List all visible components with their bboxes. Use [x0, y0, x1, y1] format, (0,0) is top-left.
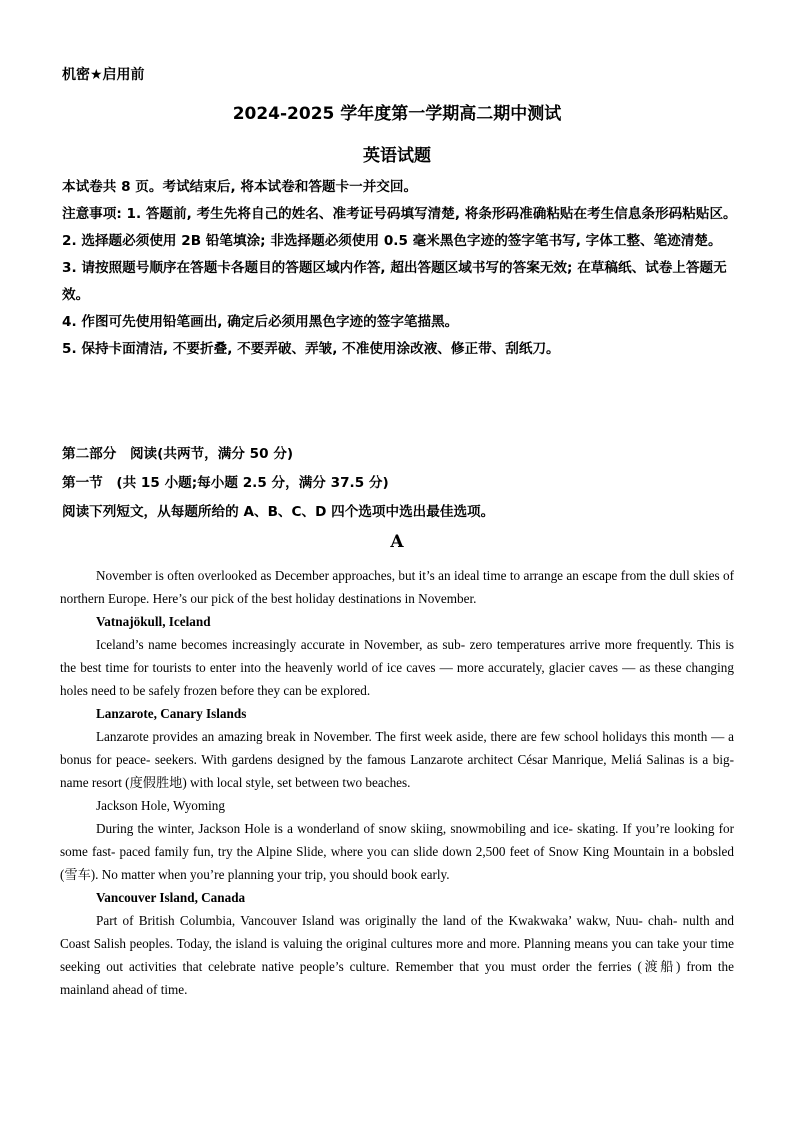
note-4: 4. 作图可先使用铅笔画出, 确定后必须用黑色字迹的签字笔描黑。 [62, 314, 459, 330]
exam-notes [62, 174, 742, 363]
place-text: During the winter, Jackson Hole is a wonderland of snow skiing, snowmobiling and ice- skating. If you’re looking for some fast- paced family fun, try the Alpine Slide, where you can slide down 2,500 feet of Snow King Mountain in a bobsled (雪车). No matter when you’re planning your trip, you should book early. [60, 821, 734, 882]
note-2: 2. 选择题必须使用 2B 铅笔填涂; 非选择题必须使用 0.5 毫米黑色字迹的签字笔书写, 字体工整、笔迹清楚。 [62, 233, 722, 249]
place-heading: Lanzarote, Canary Islands [96, 706, 247, 721]
place-text: Lanzarote provides an amazing break in November. The first week aside, there are few school holidays this month — a bonus for peace- seekers. With gardens designed by the famous Lanzarote architect César Manrique, Meliá Salinas is a big- name resort (度假胜地) with local style, set between two beaches. [60, 729, 734, 790]
note-5: 5. 保持卡面清洁, 不要折叠, 不要弄破、弄皱, 不准使用涂改液、修正带、刮纸刀。 [62, 341, 560, 357]
exam-title: 2024-2025 学年度第一学期高二期中测试 [232, 104, 562, 124]
confidential-mark: 机密★启用前 [62, 67, 145, 83]
passage-letter: A [390, 532, 404, 552]
place-text: Part of British Columbia, Vancouver Island was originally the land of the Kwakwaka’ wakw, Nuu- chah- nulth and Coast Salish peoples. Today, the island is valuing the original cultures more and more. Planning means you can take your time seeking out activities that celebrate native people’s culture. Remember that you must order the ferries (渡船) from the mainland ahead of time. [60, 913, 734, 997]
place-heading: Vatnajökull, Iceland [96, 614, 211, 629]
part-title: 第二部分 阅读(共两节，满分 50 分) [62, 446, 294, 462]
place-heading: Jackson Hole, Wyoming [96, 798, 225, 813]
passage-a [60, 564, 734, 1001]
note-1: 注意事项: 1. 答题前, 考生先将自己的姓名、准考证号码填写清楚, 将条形码准确粘贴在考生信息条形码粘贴区。 [62, 206, 737, 222]
subpart-title: 第一节 (共 15 小题;每小题 2.5 分，满分 37.5 分) [62, 475, 389, 491]
reading-instruction: 阅读下列短文，从每题所给的 A、B、C、D 四个选项中选出最佳选项。 [62, 504, 495, 520]
exam-subject: 英语试题 [363, 146, 431, 166]
place-heading: Vancouver Island, Canada [96, 890, 246, 905]
passage-intro: November is often overlooked as December approaches, but it’s an ideal time to arrange an escape from the dull skies of northern Europe. Here’s our pick of the best holiday destinations in November. [60, 568, 734, 606]
place-text: Iceland’s name becomes increasingly accurate in November, as sub- zero temperatures arrive more frequently. This is the best time for tourists to enter into the heavenly world of ice caves — more accurately, glacier caves — as these changing holes need to be safely frozen before they can be explored. [60, 637, 734, 698]
reading-section-header [62, 440, 742, 527]
note-3: 3. 请按照题号顺序在答题卡各题目的答题区域内作答, 超出答题区域书写的答案无效; 在草稿纸、试卷上答题无效。 [62, 260, 727, 303]
note-pages: 本试卷共 8 页。考试结束后, 将本试卷和答题卡一并交回。 [62, 179, 418, 195]
